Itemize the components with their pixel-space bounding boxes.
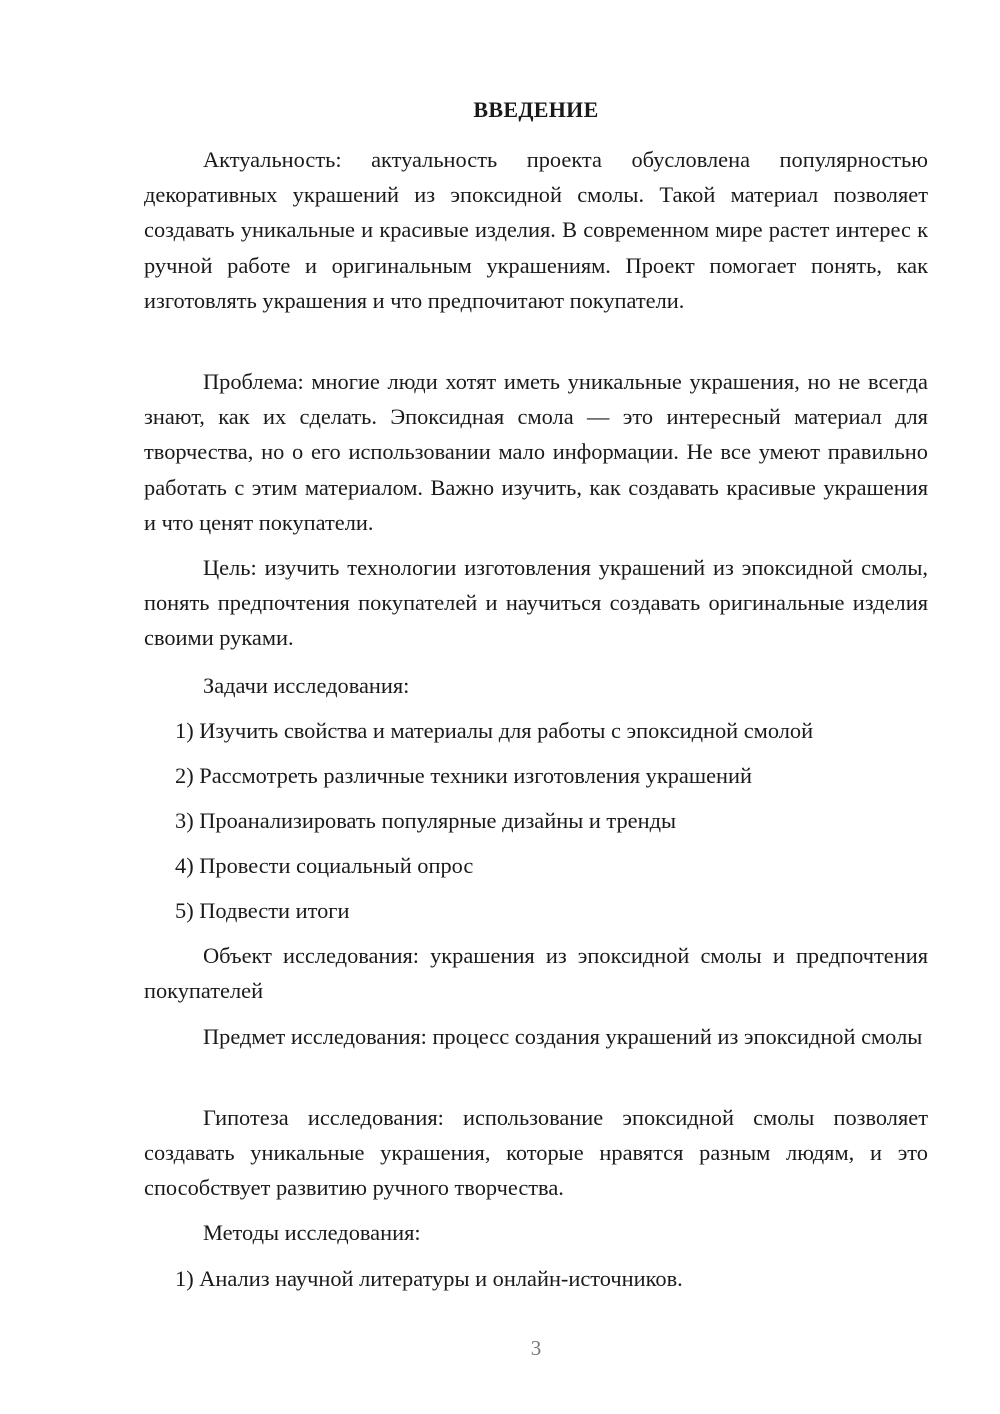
task-item: 3) Проанализировать популярные дизайны и тренды (175, 808, 677, 833)
task-item: 2) Рассмотреть различные техники изготовления украшений (175, 763, 752, 788)
relevance-paragraph: Актуальность: актуальность проекта обусловлена популярностью декоративных украшений из эпоксидной смолы. Такой материал позволяет создавать уникальные и красивые изделия. В современном мире растет интерес к ручной работе и оригинальным украшениям. Проект помогает понять, как изготовлять украшения и что предпочитают покупатели. (144, 147, 928, 313)
methods-heading: Методы исследования: (203, 1220, 421, 1245)
task-item: 1) Изучить свойства и материалы для работы с эпоксидной смолой (175, 718, 814, 743)
goal-paragraph: Цель: изучить технологии изготовления украшений из эпоксидной смолы, понять предпочтения покупателей и научиться создавать оригинальные изделия своими руками. (144, 555, 928, 651)
task-item: 5) Подвести итоги (175, 898, 350, 923)
hypothesis-paragraph: Гипотеза исследования: использование эпоксидной смолы позволяет создавать уникальные украшения, которые нравятся разным людям, и это способствует развитию ручного творчества. (144, 1105, 928, 1201)
page-number: 3 (530, 1336, 542, 1360)
subject-paragraph: Предмет исследования: процесс создания украшений из эпоксидной смолы (203, 1024, 923, 1049)
problem-paragraph: Проблема: многие люди хотят иметь уникальные украшения, но не всегда знают, как их сделать. Эпоксидная смола — это интересный материал для творчества, но о его использовании мало информации. Не все умеют правильно работать с этим материалом. Важно изучить, как создавать красивые украшения и что ценят покупатели. (144, 369, 928, 535)
object-paragraph: Объект исследования: украшения из эпоксидной смолы и предпочтения покупателей (144, 943, 928, 1004)
task-item: 4) Провести социальный опрос (175, 853, 474, 878)
tasks-heading: Задачи исследования: (203, 673, 410, 698)
method-item: 1) Анализ научной литературы и онлайн-источников. (175, 1266, 683, 1291)
page-title: ВВЕДЕНИЕ (473, 97, 599, 122)
